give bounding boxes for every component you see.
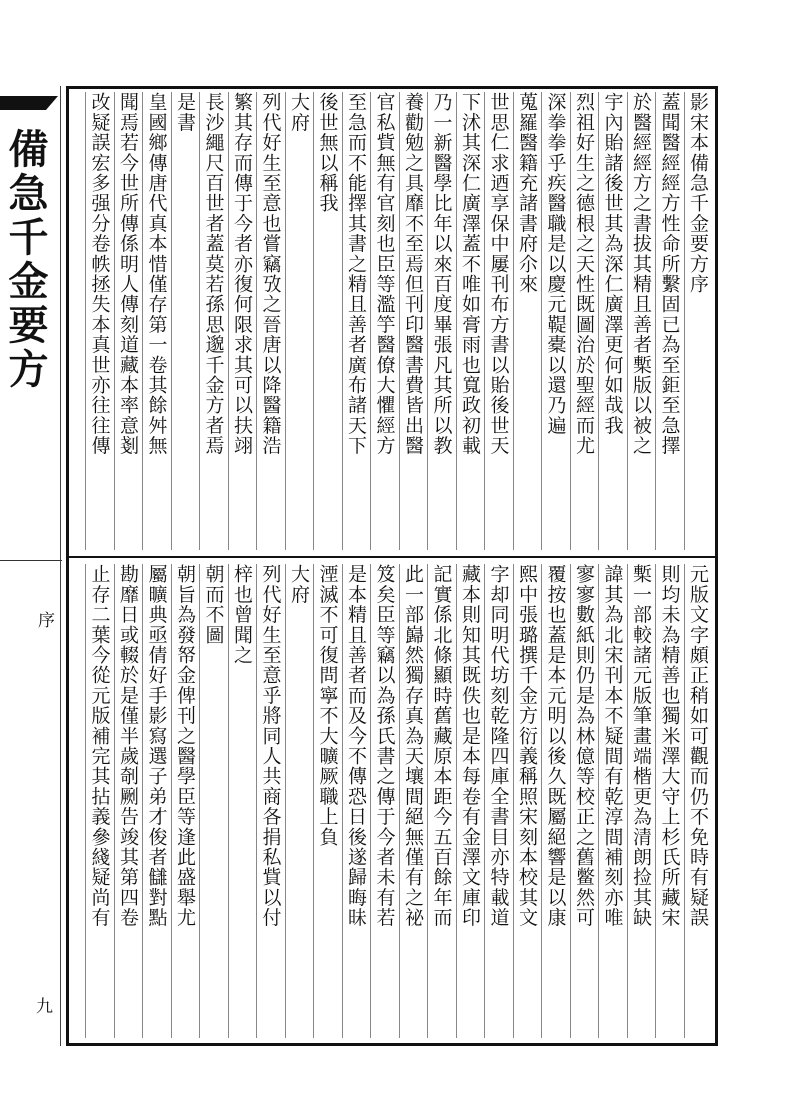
text-column: 於醫經經方之書拔其精且善者槧版以被之 [627, 92, 656, 550]
text-column: 記實係北條顯時舊藏原本距今五百餘年而 [427, 564, 456, 1038]
text-column: 湮滅不可復問寧不大曠厥職上負 [313, 564, 342, 1038]
book-title: 備急千金要方 [2, 128, 49, 392]
text-column: 聞焉若今世所傳係明人傳刻道藏本率意剗 [114, 92, 143, 550]
side-margin-line [60, 86, 61, 1046]
half-page-divider [66, 556, 718, 558]
text-column: 宇內貽諸後世其為深仁廣澤更何如哉我 [598, 92, 627, 550]
text-column: 字却同明代坊刻乾隆四庫全書目亦特載道 [484, 564, 513, 1038]
top-half-page [72, 92, 712, 550]
text-column: 養勸勉之具靡不至焉但刊印醫書費皆出醫 [399, 92, 428, 550]
section-label: 序 [38, 611, 55, 631]
text-column: 則均未為精善也獨米澤大守上杉氏所藏宋 [655, 564, 684, 1038]
text-column: 屬曠典亟倩好手影寫選子弟才俊者讎對點 [142, 564, 171, 1038]
text-column: 元版文字頗正稍如可觀而仍不免時有疑誤 [684, 564, 713, 1038]
text-column: 槧一部較諸元版筆畫端楷更為清朗捡其缺 [627, 564, 656, 1038]
text-column: 諱其為北宋刊本不疑間有乾淳間補刻亦唯 [598, 564, 627, 1038]
bottom-half-page [72, 564, 712, 1038]
text-column: 長沙繩尺百世者蓋莫若孫思邈千金方者焉 [199, 92, 228, 550]
text-column: 覆按也蓋是本元明以後久既屬絕響是以康 [541, 564, 570, 1038]
page-number: 九 [36, 997, 53, 1017]
text-column: 官私貲無有官刻也臣等濫竽醫僚大懼經方 [370, 92, 399, 550]
side-divider [0, 560, 62, 561]
text-column: 是本精且善者而及今不傳恐日後遂歸晦昧 [342, 564, 371, 1038]
text-column: 皇國鄉傳唐代真本惜僅存第一卷其餘舛無 [142, 92, 171, 550]
text-column: 寥寥數紙則仍是為林億等校正之舊鳖然可 [570, 564, 599, 1038]
text-column: 朝而不圖 [199, 564, 228, 1038]
text-column: 列代好生至意也嘗竊攷之晉唐以降醫籍浩 [256, 92, 285, 550]
text-column: 乃一新醫學比年以來百度畢張凡其所以教 [427, 92, 456, 550]
text-column: 藏本則知其既佚也是本每卷有金澤文庫印 [456, 564, 485, 1038]
text-column: 至急而不能擇其書之精且善者廣布諸天下 [342, 92, 371, 550]
text-column: 大府 [285, 564, 314, 1038]
text-column: 繁其存而傳于今者亦復何限求其可以扶翊 [228, 92, 257, 550]
text-column: 朝旨為發帑金俾刊之醫學臣等逢此盛舉尤 [171, 564, 200, 1038]
text-column: 是書 [171, 92, 200, 550]
text-column: 蒐羅醫籍充諸書府尒來 [513, 92, 542, 550]
text-column: 蓋聞醫經經方性命所繫固已為至鉅至急擇 [655, 92, 684, 550]
text-column: 影宋本備急千金要方序 [684, 92, 713, 550]
text-column: 烈祖好生之德根之天性既圖治於聖經而尤 [570, 92, 599, 550]
text-column: 下沭其深仁廣澤蓋不唯如膏雨也寬政初載 [456, 92, 485, 550]
text-column: 梓也曾聞之 [228, 564, 257, 1038]
text-column: 熙中張璐撰千金方衍義稱照宋刻本校其文 [513, 564, 542, 1038]
text-column: 列代好生至意乎將同人共商各捐私貲以付 [256, 564, 285, 1038]
text-column: 世思仁求迺享保中屢刊布方書以貽後世天 [484, 92, 513, 550]
text-column: 後世無以稱我 [313, 92, 342, 550]
text-column: 笈矣臣等竊以為孫氏書之傳于今者未有若 [370, 564, 399, 1038]
text-column: 此一部巋然獨存真為天壤間絕無僅有之祕 [399, 564, 428, 1038]
text-column: 止存二葉今從元版補完其拈義參綫疑尚有 [85, 564, 114, 1038]
text-column: 勘靡日或輟於是僅半歲剞劂告竣其第四卷 [114, 564, 143, 1038]
text-column: 深拳拳乎疾醫職是以慶元鞮橐以還乃遍 [541, 92, 570, 550]
text-column: 改疑誤宏多强分卷帙拯失本真世亦往往傳 [85, 92, 114, 550]
text-column: 大府 [285, 92, 314, 550]
thumb-index-tab [0, 96, 46, 110]
